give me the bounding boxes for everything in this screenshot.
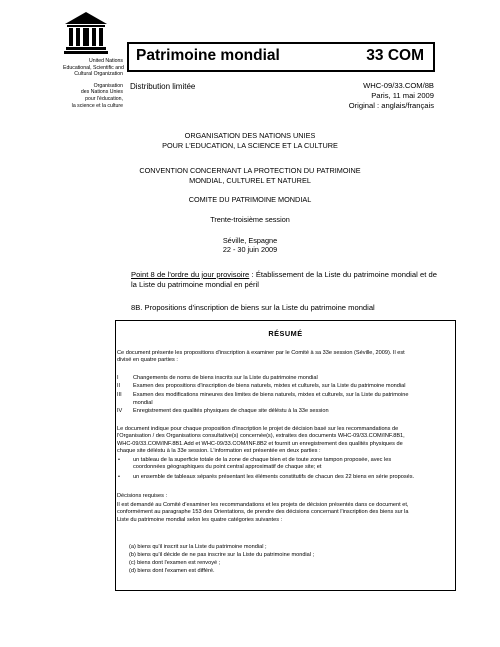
org-name-english-line: United Nations [88,58,123,64]
summary-intro [117,350,405,365]
decisions-required-label: Décisions requises : [117,493,168,499]
agenda-item-label: Point 8 de l'ordre du jour provisoire [131,270,250,279]
bullet-line: un tableau de la superficie totale de la zone de chaque bien et de toute zone tampon proposée, avec les [133,457,392,463]
part-number: I [117,375,119,381]
part-text: Changements de noms de biens inscrits sur la Liste du patrimoine mondial [133,375,318,381]
decisions-text [117,502,453,524]
convention-title [80,166,420,185]
agenda-item [131,270,437,289]
org-name-french-line: la science et la culture [71,102,123,109]
org-name-english-line: Cultural Organization [74,71,123,78]
document-title: Patrimoine mondial [136,47,280,64]
distribution-label: Distribution limitée [130,82,196,91]
original-language: Original : anglais/français [348,101,434,110]
decision-category: (b) biens qu'il décide de ne pas inscrire sur la Liste du patrimoine mondial ; [129,552,315,558]
decision-line: Liste du patrimoine mondial selon les quatre catégories suivantes : [117,516,283,523]
convention-title-line: CONVENTION CONCERNANT LA PROTECTION DU PATRIMOINE [139,166,361,175]
org-name-french-line: Organisation [93,82,123,89]
committee-title: COMITE DU PATRIMOINE MONDIAL [188,195,312,204]
part-text: Examen des propositions d'inscription de biens naturels, mixtes et culturels, sur la Liste du patrimoine mondial [133,383,406,389]
document-reference: WHC-09/33.COM/8B [363,81,434,90]
bullet-text [133,474,451,481]
bullet-dot: • [118,457,120,463]
agenda-sub-item: 8B. Propositions d'inscription de biens sur la Liste du patrimoine mondial [131,303,375,312]
organization-title [80,131,420,150]
description-line: Le document indique pour chaque proposition d'inscription le projet de décision basé sur les recommandations de [117,426,399,432]
venue: Séville, Espagne [222,236,278,245]
decision-category: (d) biens dont l'examen est différé. [129,568,215,574]
summary-title: RÉSUMÉ [268,329,303,338]
reference-block [349,81,434,111]
part-number: II [117,383,121,389]
summary-document-description [117,426,453,455]
org-title-line: POUR L'EDUCATION, LA SCIENCE ET LA CULTURE [162,140,338,150]
session-code: 33 COM [366,47,424,64]
part-text: Examen des modifications mineures des limites de biens naturels, mixtes et culturels, sur la Liste du patrimoine [133,392,409,398]
description-line: WHC-09/33.COM/INF.8B1.Add et WHC-09/33.COM/INF.8B2 et fournit un enregistrement des qualités physiques de [117,440,403,447]
decision-line: Il est demandé au Comité d'examiner les recommandations et les projets de décision présentés dans ce document et, [117,502,409,508]
description-line: l'Organisation / des Organisations consultative(s) concernée(s), extraites des documents WHC-09/33.COM/INF.8B1, [117,433,405,440]
organization-names [63,58,123,109]
session-dates: 22 - 30 juin 2009 [222,245,278,254]
decision-category: (a) biens qu'il inscrit sur la Liste du patrimoine mondial ; [129,544,267,550]
description-line: chaque site déléstu à la 33e session. L'information est présentée en deux parties : [117,447,321,454]
part-number: IV [117,408,123,414]
bullet-text [133,457,451,472]
decision-category: (c) biens dont l'examen est renvoyé ; [129,560,221,566]
decision-line: conformément au paragraphe 153 des Orientations, de prendre des décisions concernant l'inscription des biens sur la [117,509,409,516]
part-text: mondial [133,400,153,406]
org-name-french-line: des Nations Unies [80,89,123,96]
org-title-line: ORGANISATION DES NATIONS UNIES [184,131,316,140]
summary-intro-line: Ce document présente les propositions d'inscription à examiner par le Comité à sa 33e session (Séville, 2009). Il est [117,350,405,356]
convention-title-line: MONDIAL, CULTUREL ET NATUREL [189,175,311,185]
bullet-dot: • [118,474,120,480]
place-date: Paris, 11 mai 2009 [371,91,434,100]
part-number: III [117,392,122,398]
org-name-french-line: pour l'éducation, [85,95,123,102]
session-title: Trente-troisième session [210,215,290,224]
org-name-english-line: Educational, Scientific and [63,64,124,71]
summary-intro-line: divisé en quatre parties : [117,357,178,364]
bullet-line: coordonnées géographiques du point central approximatif de chaque site; et [133,464,322,471]
bullet-line: un ensemble de tableaux séparés présentant les éléments constitutifs de chacun des 22 biens en série proposés. [133,474,415,480]
unesco-temple-icon [63,10,109,56]
agenda-item-text: : Établissement de la Liste du patrimoine mondial et de la Liste du patrimoine mondial en péril [131,270,438,289]
part-text: Enregistrement des qualités physiques de chaque site déléstu à la 33e session [133,408,329,414]
